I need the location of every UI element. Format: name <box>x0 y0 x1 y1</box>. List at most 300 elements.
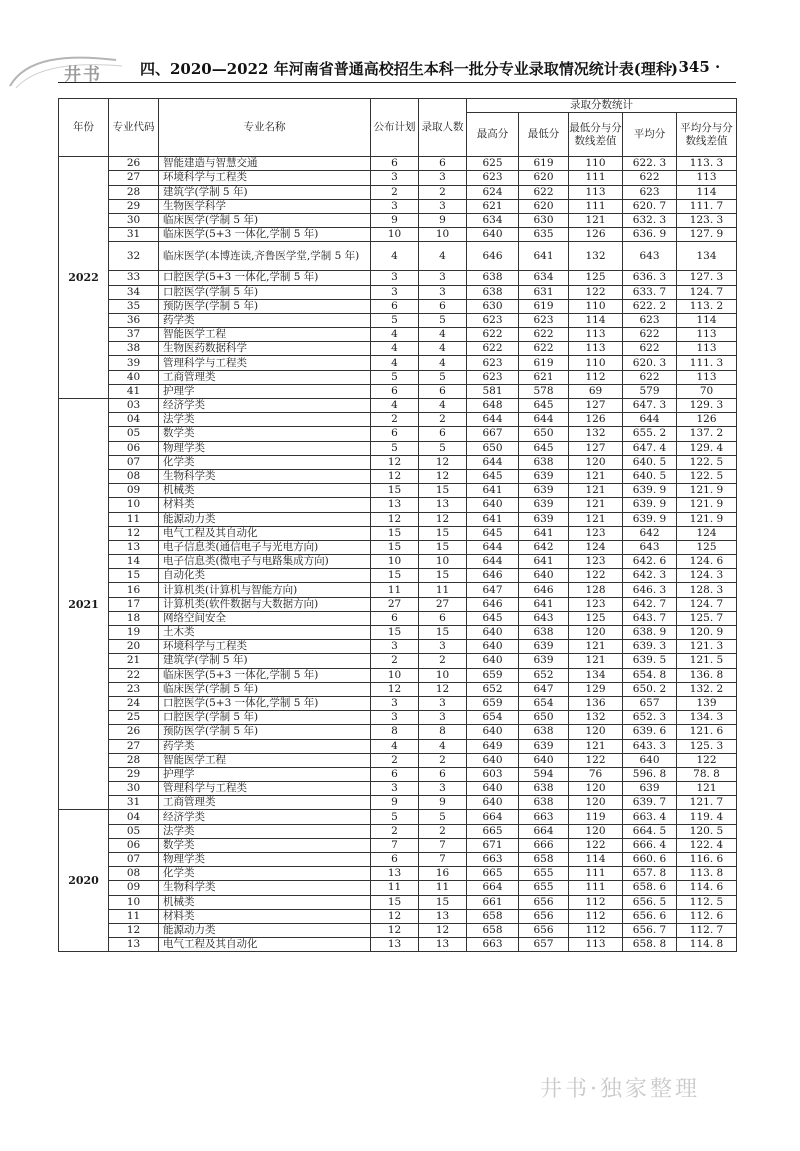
table-row <box>59 413 737 427</box>
avg-diff-cell: 113 <box>677 171 737 185</box>
avg-cell: 650. 2 <box>623 682 677 696</box>
max-cell: 663 <box>467 853 519 867</box>
avg-diff-cell: 113. 3 <box>677 157 737 171</box>
avg-diff-cell: 121. 3 <box>677 640 737 654</box>
min-cell: 657 <box>519 938 569 952</box>
avg-cell: 642 <box>623 526 677 540</box>
avg-cell: 646. 3 <box>623 583 677 597</box>
min-diff-cell: 111 <box>569 867 623 881</box>
header-min: 最低分 <box>519 113 569 157</box>
name-cell: 经济学类 <box>159 399 371 413</box>
avg-diff-cell: 125. 7 <box>677 611 737 625</box>
avg-cell: 622. 2 <box>623 299 677 313</box>
name-cell: 口腔医学(5+3 一体化,学制 5 年) <box>159 696 371 710</box>
header-max: 最高分 <box>467 113 519 157</box>
admitted-cell: 27 <box>419 597 467 611</box>
admitted-cell: 6 <box>419 611 467 625</box>
min-cell: 652 <box>519 668 569 682</box>
admitted-cell: 3 <box>419 711 467 725</box>
min-diff-cell: 123 <box>569 555 623 569</box>
table-row <box>59 626 737 640</box>
table-row <box>59 640 737 654</box>
name-cell: 电子信息类(微电子与电路集成方向) <box>159 555 371 569</box>
code-cell: 29 <box>109 767 159 781</box>
max-cell: 640 <box>467 796 519 810</box>
min-diff-cell: 113 <box>569 342 623 356</box>
min-cell: 639 <box>519 512 569 526</box>
max-cell: 640 <box>467 640 519 654</box>
avg-diff-cell: 113 <box>677 328 737 342</box>
min-cell: 666 <box>519 838 569 852</box>
avg-cell: 643. 3 <box>623 739 677 753</box>
code-cell: 24 <box>109 696 159 710</box>
admitted-cell: 4 <box>419 739 467 753</box>
avg-diff-cell: 70 <box>677 384 737 398</box>
admitted-cell: 11 <box>419 881 467 895</box>
avg-cell: 639. 7 <box>623 796 677 810</box>
avg-cell: 647. 3 <box>623 399 677 413</box>
table-row <box>59 782 737 796</box>
avg-diff-cell: 112. 6 <box>677 909 737 923</box>
admitted-cell: 10 <box>419 228 467 242</box>
max-cell: 645 <box>467 526 519 540</box>
min-cell: 641 <box>519 555 569 569</box>
avg-diff-cell: 139 <box>677 696 737 710</box>
table-row <box>59 526 737 540</box>
max-cell: 640 <box>467 654 519 668</box>
name-cell: 生物科学类 <box>159 881 371 895</box>
code-cell: 26 <box>109 157 159 171</box>
avg-cell: 663. 4 <box>623 810 677 824</box>
plan-cell: 4 <box>371 342 419 356</box>
min-cell: 641 <box>519 526 569 540</box>
plan-cell: 12 <box>371 923 419 937</box>
code-cell: 29 <box>109 199 159 213</box>
avg-cell: 656. 5 <box>623 895 677 909</box>
max-cell: 650 <box>467 441 519 455</box>
code-cell: 03 <box>109 399 159 413</box>
avg-cell: 622 <box>623 342 677 356</box>
code-cell: 31 <box>109 796 159 810</box>
min-cell: 664 <box>519 824 569 838</box>
max-cell: 630 <box>467 299 519 313</box>
header-name: 专业名称 <box>159 99 371 157</box>
min-diff-cell: 128 <box>569 583 623 597</box>
code-cell: 34 <box>109 285 159 299</box>
table-row <box>59 455 737 469</box>
name-cell: 计算机类(软件数据与大数据方向) <box>159 597 371 611</box>
avg-diff-cell: 113 <box>677 370 737 384</box>
max-cell: 648 <box>467 399 519 413</box>
avg-cell: 642. 6 <box>623 555 677 569</box>
min-diff-cell: 114 <box>569 853 623 867</box>
avg-cell: 639. 5 <box>623 654 677 668</box>
max-cell: 624 <box>467 185 519 199</box>
avg-cell: 633. 7 <box>623 285 677 299</box>
code-cell: 09 <box>109 881 159 895</box>
admitted-cell: 3 <box>419 782 467 796</box>
table-row <box>59 583 737 597</box>
name-cell: 临床医学(5+3 一体化,学制 5 年) <box>159 228 371 242</box>
code-cell: 28 <box>109 753 159 767</box>
min-cell: 634 <box>519 271 569 285</box>
min-diff-cell: 129 <box>569 682 623 696</box>
avg-diff-cell: 122. 5 <box>677 469 737 483</box>
admitted-cell: 15 <box>419 569 467 583</box>
admitted-cell: 2 <box>419 185 467 199</box>
avg-cell: 622 <box>623 328 677 342</box>
min-cell: 630 <box>519 213 569 227</box>
table-row <box>59 242 737 271</box>
avg-cell: 620. 7 <box>623 199 677 213</box>
max-cell: 644 <box>467 540 519 554</box>
admitted-cell: 2 <box>419 824 467 838</box>
avg-cell: 640. 5 <box>623 455 677 469</box>
admitted-cell: 10 <box>419 668 467 682</box>
plan-cell: 2 <box>371 413 419 427</box>
code-cell: 04 <box>109 413 159 427</box>
plan-cell: 5 <box>371 313 419 327</box>
table-row <box>59 739 737 753</box>
min-diff-cell: 121 <box>569 498 623 512</box>
header-plan: 公布计划 <box>371 99 419 157</box>
avg-diff-cell: 113. 8 <box>677 867 737 881</box>
min-diff-cell: 120 <box>569 796 623 810</box>
admitted-cell: 16 <box>419 867 467 881</box>
admitted-cell: 3 <box>419 640 467 654</box>
admitted-cell: 12 <box>419 512 467 526</box>
plan-cell: 3 <box>371 640 419 654</box>
min-cell: 619 <box>519 356 569 370</box>
name-cell: 药学类 <box>159 313 371 327</box>
max-cell: 625 <box>467 157 519 171</box>
admitted-cell: 15 <box>419 895 467 909</box>
code-cell: 16 <box>109 583 159 597</box>
admitted-cell: 15 <box>419 484 467 498</box>
table-row <box>59 810 737 824</box>
avg-cell: 639. 6 <box>623 725 677 739</box>
year-cell: 2020 <box>59 810 109 952</box>
admission-table <box>58 98 737 952</box>
avg-cell: 660. 6 <box>623 853 677 867</box>
plan-cell: 15 <box>371 569 419 583</box>
code-cell: 12 <box>109 526 159 540</box>
admitted-cell: 3 <box>419 199 467 213</box>
code-cell: 39 <box>109 356 159 370</box>
plan-cell: 13 <box>371 938 419 952</box>
table-row <box>59 356 737 370</box>
table-row <box>59 753 737 767</box>
min-diff-cell: 112 <box>569 923 623 937</box>
code-cell: 05 <box>109 427 159 441</box>
min-cell: 650 <box>519 427 569 441</box>
year-cell: 2021 <box>59 399 109 810</box>
logo-text: 井书 <box>64 65 102 85</box>
min-diff-cell: 122 <box>569 285 623 299</box>
code-cell: 14 <box>109 555 159 569</box>
table-row <box>59 725 737 739</box>
min-cell: 644 <box>519 413 569 427</box>
table-row <box>59 867 737 881</box>
name-cell: 智能医学工程 <box>159 328 371 342</box>
min-cell: 640 <box>519 753 569 767</box>
plan-cell: 4 <box>371 356 419 370</box>
admitted-cell: 5 <box>419 313 467 327</box>
avg-cell: 640. 5 <box>623 469 677 483</box>
max-cell: 623 <box>467 171 519 185</box>
max-cell: 622 <box>467 342 519 356</box>
min-diff-cell: 121 <box>569 512 623 526</box>
min-diff-cell: 123 <box>569 526 623 540</box>
max-cell: 640 <box>467 498 519 512</box>
admitted-cell: 5 <box>419 441 467 455</box>
code-cell: 28 <box>109 185 159 199</box>
max-cell: 661 <box>467 895 519 909</box>
watermark: 井书·独家整理 <box>540 1077 700 1102</box>
avg-cell: 579 <box>623 384 677 398</box>
header-admitted: 录取人数 <box>419 99 467 157</box>
avg-diff-cell: 137. 2 <box>677 427 737 441</box>
max-cell: 649 <box>467 739 519 753</box>
min-cell: 645 <box>519 441 569 455</box>
name-cell: 环境科学与工程类 <box>159 640 371 654</box>
avg-diff-cell: 119. 4 <box>677 810 737 824</box>
table-row <box>59 838 737 852</box>
min-cell: 622 <box>519 342 569 356</box>
name-cell: 口腔医学(5+3 一体化,学制 5 年) <box>159 271 371 285</box>
avg-diff-cell: 123. 3 <box>677 213 737 227</box>
max-cell: 638 <box>467 271 519 285</box>
max-cell: 623 <box>467 370 519 384</box>
max-cell: 652 <box>467 682 519 696</box>
min-cell: 656 <box>519 895 569 909</box>
avg-diff-cell: 114 <box>677 185 737 199</box>
name-cell: 生物科学类 <box>159 469 371 483</box>
max-cell: 644 <box>467 555 519 569</box>
min-cell: 642 <box>519 540 569 554</box>
admitted-cell: 7 <box>419 853 467 867</box>
max-cell: 603 <box>467 767 519 781</box>
min-cell: 638 <box>519 626 569 640</box>
min-cell: 620 <box>519 199 569 213</box>
table-row <box>59 427 737 441</box>
admitted-cell: 10 <box>419 555 467 569</box>
plan-cell: 3 <box>371 285 419 299</box>
name-cell: 计算机类(计算机与智能方向) <box>159 583 371 597</box>
min-diff-cell: 111 <box>569 881 623 895</box>
avg-diff-cell: 136. 8 <box>677 668 737 682</box>
max-cell: 645 <box>467 611 519 625</box>
plan-cell: 2 <box>371 824 419 838</box>
avg-diff-cell: 134 <box>677 242 737 271</box>
avg-diff-cell: 121. 9 <box>677 484 737 498</box>
plan-cell: 5 <box>371 810 419 824</box>
min-cell: 639 <box>519 654 569 668</box>
name-cell: 化学类 <box>159 455 371 469</box>
max-cell: 621 <box>467 199 519 213</box>
admitted-cell: 4 <box>419 242 467 271</box>
min-cell: 656 <box>519 909 569 923</box>
code-cell: 07 <box>109 853 159 867</box>
plan-cell: 15 <box>371 540 419 554</box>
avg-cell: 655. 2 <box>623 427 677 441</box>
max-cell: 663 <box>467 938 519 952</box>
code-cell: 08 <box>109 867 159 881</box>
max-cell: 664 <box>467 881 519 895</box>
avg-cell: 654. 8 <box>623 668 677 682</box>
avg-diff-cell: 120. 9 <box>677 626 737 640</box>
table-row <box>59 469 737 483</box>
admitted-cell: 12 <box>419 923 467 937</box>
code-cell: 05 <box>109 824 159 838</box>
code-cell: 08 <box>109 469 159 483</box>
plan-cell: 2 <box>371 185 419 199</box>
plan-cell: 10 <box>371 228 419 242</box>
min-diff-cell: 122 <box>569 569 623 583</box>
plan-cell: 13 <box>371 867 419 881</box>
code-cell: 13 <box>109 540 159 554</box>
plan-cell: 15 <box>371 895 419 909</box>
table-row <box>59 370 737 384</box>
plan-cell: 3 <box>371 199 419 213</box>
plan-cell: 2 <box>371 753 419 767</box>
name-cell: 预防医学(学制 5 年) <box>159 725 371 739</box>
admitted-cell: 4 <box>419 356 467 370</box>
plan-cell: 4 <box>371 739 419 753</box>
admitted-cell: 6 <box>419 157 467 171</box>
table-row <box>59 881 737 895</box>
admitted-cell: 15 <box>419 540 467 554</box>
name-cell: 环境科学与工程类 <box>159 171 371 185</box>
plan-cell: 10 <box>371 668 419 682</box>
code-cell: 41 <box>109 384 159 398</box>
plan-cell: 13 <box>371 498 419 512</box>
table-row <box>59 909 737 923</box>
plan-cell: 6 <box>371 767 419 781</box>
table-row <box>59 824 737 838</box>
code-cell: 22 <box>109 668 159 682</box>
min-cell: 638 <box>519 725 569 739</box>
page-number: · 345 · <box>668 58 721 76</box>
admitted-cell: 9 <box>419 213 467 227</box>
table-row <box>59 228 737 242</box>
name-cell: 材料类 <box>159 498 371 512</box>
code-cell: 30 <box>109 213 159 227</box>
name-cell: 电气工程及其自动化 <box>159 526 371 540</box>
plan-cell: 6 <box>371 299 419 313</box>
plan-cell: 3 <box>371 711 419 725</box>
name-cell: 数学类 <box>159 427 371 441</box>
year-cell: 2022 <box>59 157 109 399</box>
avg-diff-cell: 114. 8 <box>677 938 737 952</box>
code-cell: 37 <box>109 328 159 342</box>
min-diff-cell: 111 <box>569 171 623 185</box>
min-diff-cell: 121 <box>569 484 623 498</box>
code-cell: 07 <box>109 455 159 469</box>
avg-diff-cell: 125. 3 <box>677 739 737 753</box>
min-cell: 622 <box>519 328 569 342</box>
name-cell: 智能建造与智慧交通 <box>159 157 371 171</box>
name-cell: 法学类 <box>159 413 371 427</box>
max-cell: 640 <box>467 782 519 796</box>
plan-cell: 6 <box>371 427 419 441</box>
plan-cell: 12 <box>371 909 419 923</box>
min-diff-cell: 69 <box>569 384 623 398</box>
plan-cell: 11 <box>371 583 419 597</box>
min-diff-cell: 125 <box>569 611 623 625</box>
avg-diff-cell: 128. 3 <box>677 583 737 597</box>
code-cell: 12 <box>109 923 159 937</box>
min-diff-cell: 120 <box>569 725 623 739</box>
admitted-cell: 2 <box>419 753 467 767</box>
min-diff-cell: 120 <box>569 455 623 469</box>
code-cell: 19 <box>109 626 159 640</box>
header-code: 专业代码 <box>109 99 159 157</box>
min-cell: 639 <box>519 739 569 753</box>
table-row <box>59 895 737 909</box>
avg-diff-cell: 122. 4 <box>677 838 737 852</box>
name-cell: 智能医学工程 <box>159 753 371 767</box>
min-diff-cell: 136 <box>569 696 623 710</box>
min-diff-cell: 126 <box>569 228 623 242</box>
table-row <box>59 611 737 625</box>
code-cell: 25 <box>109 711 159 725</box>
max-cell: 581 <box>467 384 519 398</box>
admitted-cell: 5 <box>419 370 467 384</box>
avg-cell: 644 <box>623 413 677 427</box>
admitted-cell: 3 <box>419 285 467 299</box>
plan-cell: 10 <box>371 555 419 569</box>
avg-diff-cell: 78. 8 <box>677 767 737 781</box>
header-avg-diff: 平均分与分数线差值 <box>677 113 737 157</box>
avg-diff-cell: 124. 3 <box>677 569 737 583</box>
name-cell: 网络空间安全 <box>159 611 371 625</box>
min-cell: 638 <box>519 782 569 796</box>
header-stats-group: 录取分数统计 <box>467 99 737 113</box>
name-cell: 护理学 <box>159 767 371 781</box>
max-cell: 658 <box>467 923 519 937</box>
table-row <box>59 399 737 413</box>
avg-cell: 622 <box>623 171 677 185</box>
min-cell: 621 <box>519 370 569 384</box>
table-row <box>59 923 737 937</box>
code-cell: 18 <box>109 611 159 625</box>
name-cell: 生物医药数据科学 <box>159 342 371 356</box>
table-row <box>59 696 737 710</box>
code-cell: 06 <box>109 838 159 852</box>
table-row <box>59 213 737 227</box>
min-diff-cell: 122 <box>569 838 623 852</box>
avg-diff-cell: 121 <box>677 782 737 796</box>
max-cell: 638 <box>467 285 519 299</box>
avg-diff-cell: 124. 7 <box>677 597 737 611</box>
code-cell: 30 <box>109 782 159 796</box>
min-diff-cell: 112 <box>569 895 623 909</box>
min-diff-cell: 113 <box>569 328 623 342</box>
avg-diff-cell: 114. 6 <box>677 881 737 895</box>
avg-cell: 639. 9 <box>623 498 677 512</box>
max-cell: 645 <box>467 469 519 483</box>
min-cell: 620 <box>519 171 569 185</box>
min-diff-cell: 112 <box>569 370 623 384</box>
plan-cell: 8 <box>371 725 419 739</box>
code-cell: 21 <box>109 654 159 668</box>
avg-diff-cell: 113. 2 <box>677 299 737 313</box>
admitted-cell: 13 <box>419 938 467 952</box>
admitted-cell: 12 <box>419 469 467 483</box>
plan-cell: 5 <box>371 370 419 384</box>
avg-diff-cell: 121. 5 <box>677 654 737 668</box>
